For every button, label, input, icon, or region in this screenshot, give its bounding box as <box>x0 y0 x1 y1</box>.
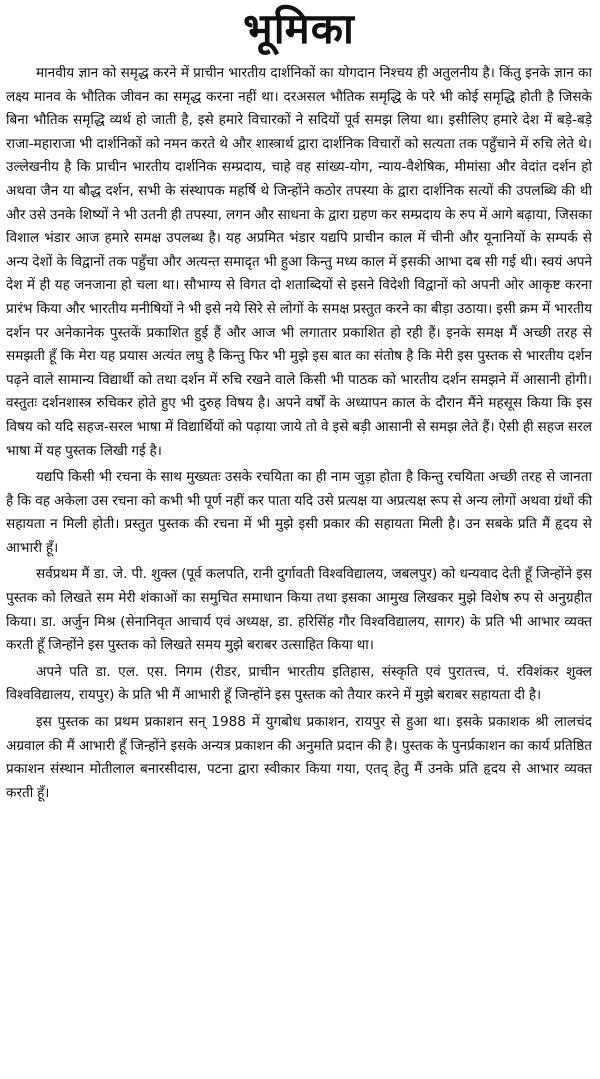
paragraph-publication: इस पुस्तक का प्रथम प्रकाशन सन् 1988 में युगबोध प्रकाशन, रायपुर से हुआ था। इसके प्रकाशक श्री लालचंद अग्रवाल की मैं आभारी हूँ जिन्होंने इसके अन्यत्र प्रकाशन की अनुमति प्रदान की है। पुस्तक के पुनर्प्रकाशन का कार्य प्रतिष्ठित प्रकाशन संस्थान मोतीलाल बनारसीदास, पटना द्वारा स्वीकार किया गया, एतद् हेतु मैं उनके प्रति हृदय से आभार व्यक्त करती हूँ। <box>6 714 592 801</box>
paragraph-acknowledgement: यद्यपि किसी भी रचना के साथ मुख्यतः उसके रचयिता का ही नाम जुड़ा होता है किन्तु रचयिता अच्छी तरह से जानता है कि वह अकेला उस रचना को कभी भी पूर्ण नहीं कर पाता यदि उसे प्रत्यक्ष या अप्रत्यक्ष रूप से अन्य लोगों अथवा ग्रंथों की सहायता न मिली होती। प्रस्तुत पुस्तक की रचना में भी मुझे इसी प्रकार की सहायता मिली है। उन सबके प्रति मैं हृदय से आभारी हूँ। <box>6 469 592 556</box>
page-title: भूमिका <box>243 4 355 53</box>
paragraph-thanks-husband: अपने पति डा. एल. एस. निगम (रीडर, प्राचीन भारतीय इतिहास, संस्कृति एवं पुरातत्त्व, पं. रविशंकर शुक्ल विश्वविद्यालय, रायपुर) के प्रति भी मैं आभारी हूँ जिन्होंने इस पुस्तक को तैयार करने में मुझे बराबर सहायता दी है। <box>6 663 592 704</box>
paragraph-intro: मानवीय ज्ञान को समृद्ध करने में प्राचीन भारतीय दार्शनिकों का योगदान निश्चय ही अतुलनीय है। किंतु इनके ज्ञान का लक्ष्य मानव के भौतिक जीवन का समृद्ध करना नहीं था। दरअसल भौतिक समृद्धि के परे भी कोई समृद्धि होती है जिसके बिना भौतिक समृद्धि व्यर्थ हो जाती है, इसे हमारे विचारकों ने सदियों पूर्व समझ लिया था। इसीलिए हमारे देश में बड़े-बड़े राजा-महाराजा भी दार्शनिकों को नमन करते थे और शास्त्रार्थ द्वारा दार्शनिक विचारों को सत्यता तक पहुँचाने में रुचि लेते थे। उल्लेखनीय है कि प्राचीन भारतीय दार्शनिक सम्प्रदाय, चाहे वह सांख्य-योग, न्याय-वैशेषिक, मीमांसा और वेदांत दर्शन हो अथवा जैन या बौद्ध दर्शन, सभी के संस्थापक महर्षि थे जिन्होंने कठोर तपस्या के द्वारा दार्शनिक सत्यों की उपलब्धि की थी और उसे उनके शिष्यों ने भी उतनी ही तपस्या, लगन और साधना के द्वारा ग्रहण कर सम्प्रदाय के रुप में आगे बढ़ाया, जिसका विशाल भंडार आज हमारे समक्ष उपलब्ध है। यह अप्रमित भंडार यद्यपि प्राचीन काल में चीनी और यूनानियों के सम्पर्क से अन्य देशों के विद्वानों तक पहुँचा और अत्यन्त समादृत भी हुआ किन्तु मध्य काल में इसकी आभा दब सी गई थी। स्वयं अपने देश में ही यह जनजाना हो चला था। सौभाग्य से विगत दो शताब्दियों से इसने विदेशी विद्वानों को अपनी ओर आकृष्ट करना प्रारंभ किया और भारतीय मनीषियों ने भी इसे नये सिरे से लोगों के समक्ष प्रस्तुत करने का बीड़ा उठाया। इसी क्रम में भारतीय दर्शन पर अनेकानेक पुस्तकें प्रकाशित हुई हैं और आज भी लगातार प्रकाशित हो रही हैं। इनके समक्ष मैं अच्छी तरह से समझती हूँ कि मेरा यह प्रयास अत्यंत लघु है किन्तु फिर भी मुझे इस बात का संतोष है कि मेरी इस पुस्तक से भारतीय दर्शन पढ़ने वाले सामान्य विद्यार्थी को तथा दर्शन में रुचि रखने वाले किसी भी पाठक को भारतीय दर्शन समझने में आसानी होगी। वस्तुतः दर्शनशास्त्र रुचिकर होते हुए भी दुरुह विषय है। अपने वर्षों के अध्यापन काल के दौरान मैंने महसूस किया कि इस विषय को यदि सहज-सरल भाषा में विद्यार्थियों को पढ़ाया जाये तो वे इसे बड़ी आसानी से समझ लेते हैं। ऐसी ही सहज सरल भाषा में यह पुस्तक लिखी गई है। <box>6 65 592 459</box>
paragraph-thanks-shukla: सर्वप्रथम मैं डा. जे. पी. शुक्ल (पूर्व कलपति, रानी दुर्गावती विश्वविद्यालय, जबलपुर) को धन्यवाद देती हूँ जिन्होंने इस पुस्तक को लिखते सम मेरी शंकाओं का समुचित समाधान किया तथा इसका आमुख लिखकर मुझे विशेष रुप से अनुग्रहीत किया। डा. अर्जुन मिश्र (सेनानिवृत आचार्य एवं अध्यक्ष, डा. हरिसिंह गौर विश्वविद्यालय, सागर) के प्रति भी आभार व्यक्त करती हूँ जिन्होंने इस पुस्तक को लिखते समय मुझे बराबर उत्साहित किया था। <box>6 566 592 654</box>
